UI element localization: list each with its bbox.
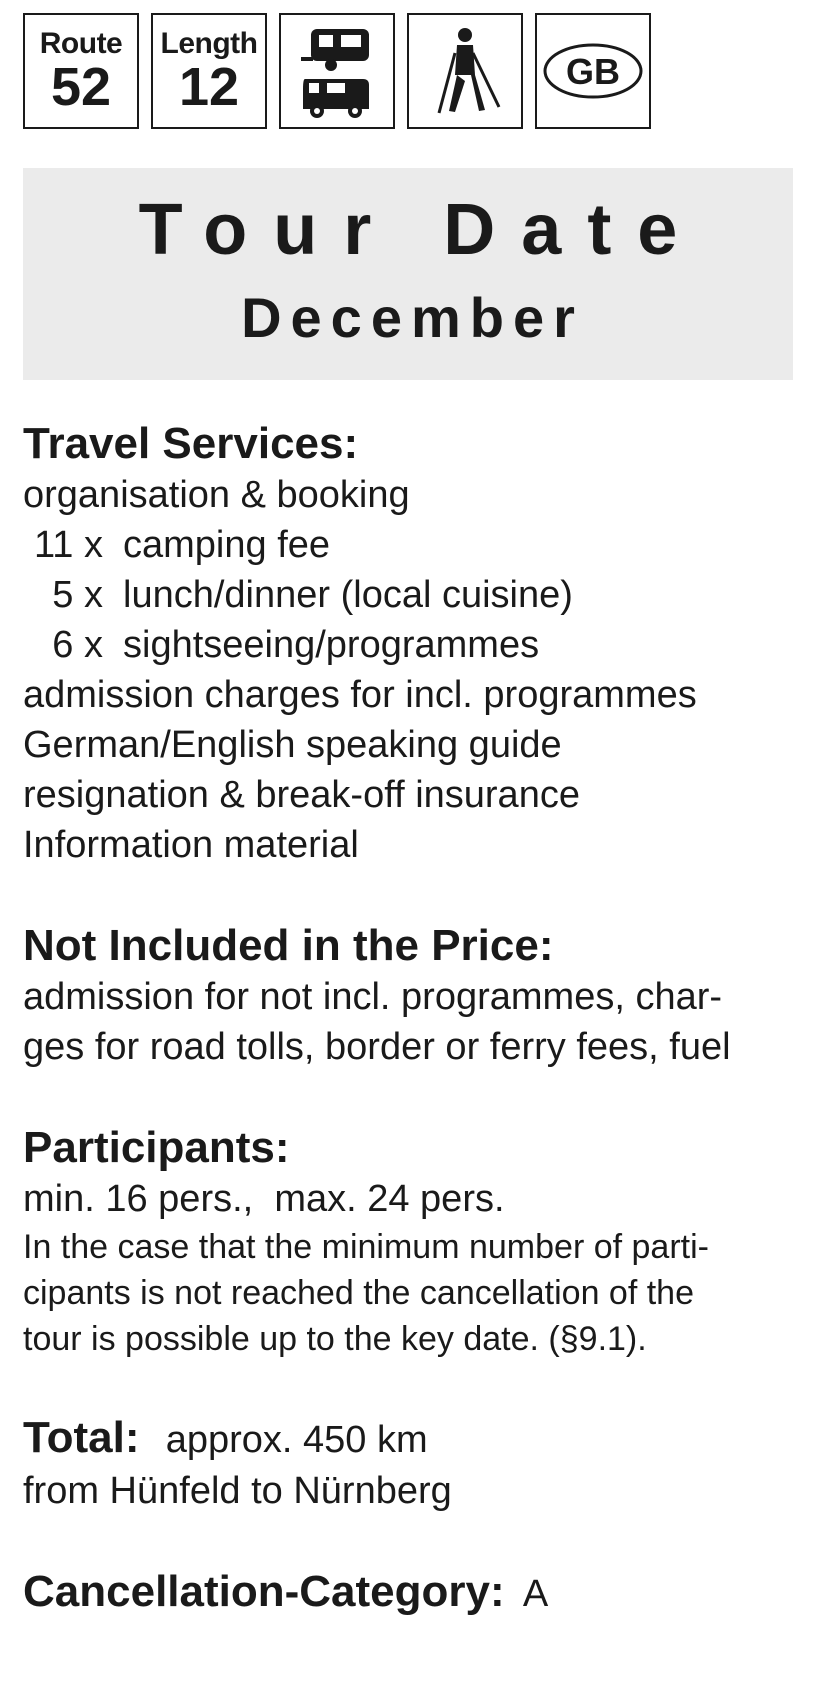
hiking-badge bbox=[407, 13, 523, 129]
participants-note-line: cipants is not reached the cancellation of the bbox=[23, 1274, 694, 1312]
country-badge bbox=[535, 13, 651, 129]
total-row bbox=[23, 1412, 798, 1466]
service-qty: 6 x bbox=[52, 624, 103, 666]
service-text: camping fee bbox=[123, 524, 331, 566]
participants-note-line: tour is possible up to the key date. (§9.1). bbox=[23, 1320, 647, 1358]
tour-date-month: December bbox=[241, 286, 584, 349]
total-route: from Hünfeld to Nürnberg bbox=[23, 1470, 452, 1512]
travel-services-heading: Travel Services: bbox=[23, 419, 359, 468]
country-code: GB bbox=[566, 51, 620, 92]
hiker-icon bbox=[425, 23, 505, 119]
service-qty: 11 x bbox=[33, 524, 103, 566]
vehicle-badge bbox=[279, 13, 395, 129]
total-distance: approx. 450 km bbox=[165, 1419, 428, 1461]
cancellation-row bbox=[23, 1566, 798, 1620]
tour-date-title: Tour Date bbox=[138, 190, 704, 270]
service-item bbox=[23, 570, 798, 620]
service-item: admission charges for incl. programmes bbox=[23, 674, 697, 716]
route-label: Route bbox=[39, 27, 123, 60]
badge-row bbox=[23, 13, 651, 129]
not-included-heading: Not Included in the Price: bbox=[23, 921, 554, 970]
service-item: German/English speaking guide bbox=[23, 724, 562, 766]
service-item: resignation & break-off insurance bbox=[23, 774, 580, 816]
country-oval-icon bbox=[541, 41, 645, 101]
service-text: sightseeing/programmes bbox=[123, 624, 540, 666]
length-label: Length bbox=[160, 27, 258, 60]
service-item: Information material bbox=[23, 824, 359, 866]
cancellation-value: A bbox=[522, 1573, 549, 1615]
length-number: 12 bbox=[178, 57, 240, 117]
service-item bbox=[23, 520, 798, 570]
details-section bbox=[23, 418, 798, 1620]
not-included-line: admission for not incl. programmes, char- bbox=[23, 976, 723, 1018]
route-badge bbox=[23, 13, 139, 129]
participants-range: min. 16 pers., max. 24 pers. bbox=[23, 1178, 505, 1220]
camper-caravan-icon bbox=[297, 23, 377, 119]
length-badge bbox=[151, 13, 267, 129]
tour-date-box bbox=[23, 168, 793, 380]
route-number: 52 bbox=[50, 57, 112, 117]
service-item: organisation & booking bbox=[23, 474, 410, 516]
not-included-line: ges for road tolls, border or ferry fees, fuel bbox=[23, 1026, 731, 1068]
cancellation-heading: Cancellation-Category: bbox=[23, 1567, 505, 1616]
service-text: lunch/dinner (local cuisine) bbox=[123, 574, 573, 616]
total-heading: Total: bbox=[23, 1413, 140, 1462]
participants-note-line: In the case that the minimum number of parti- bbox=[23, 1228, 709, 1266]
participants-heading: Participants: bbox=[23, 1123, 290, 1172]
service-item bbox=[23, 620, 798, 670]
service-qty: 5 x bbox=[52, 574, 103, 616]
